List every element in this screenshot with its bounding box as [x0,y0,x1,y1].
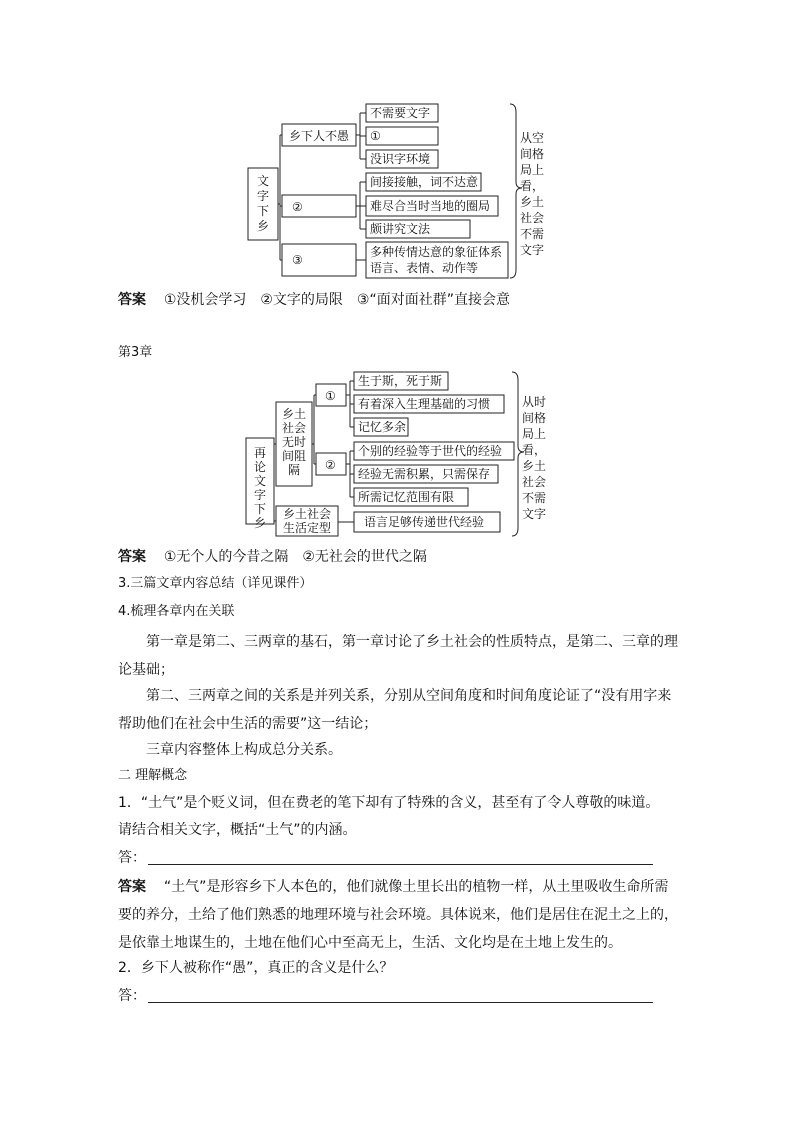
svg-text:①: ① [325,389,336,403]
svg-text:生于斯，死于斯: 生于斯，死于斯 [358,374,443,388]
group-label: ② [292,200,303,214]
conclusion-text [520,130,544,257]
answer-tag: 答案 [118,879,146,895]
svg-text:局上: 局上 [521,427,547,441]
answer-tag: 答案 [118,292,146,308]
paragraph-2: 第二、三两章之间的关系是并列关系，分别从空间角度和时间角度论证了“没有用字来帮助他们在社会中生活的需要”这一结论； [118,688,672,732]
svg-text:生活定型: 生活定型 [282,521,332,535]
answer-2 [118,547,427,567]
svg-text:看，: 看， [521,443,547,457]
svg-text:间格: 间格 [521,411,547,425]
svg-text:语言、表情、动作等: 语言、表情、动作等 [370,261,479,275]
root-label-2: 字 [256,189,270,203]
chapter-title: 第3章 [118,345,153,360]
svg-text:文字: 文字 [521,507,547,521]
conclusion-text [522,394,546,521]
svg-text:间阻: 间阻 [281,449,307,463]
svg-text:社会: 社会 [281,421,307,435]
answer-prefix: 答： [118,988,146,1004]
svg-text:①: ① [370,129,381,143]
question-1-line-1: 1．“土气”是个贬义词，但在费老的笔下却有了特殊的含义，甚至有了令人尊敬的味道。 [118,795,660,811]
answer-line-2[interactable] [148,1002,653,1003]
answer-text: ①无个人的今昔之隔 ②无社会的世代之隔 [163,549,427,565]
svg-text:无时: 无时 [281,435,307,449]
diagram-zailun-wenzi-xiaxiang [240,366,560,538]
answer-prefix: 答： [118,850,146,866]
part-2-heading: 二 理解概念 [118,768,188,783]
svg-text:不需要文字: 不需要文字 [370,106,431,120]
svg-text:记忆多余: 记忆多余 [358,420,407,434]
svg-text:颇讲究文法: 颇讲究文法 [370,222,431,236]
svg-text:乡土: 乡土 [281,407,307,421]
root-label-4: 乡 [256,219,270,233]
svg-text:乡土社会: 乡土社会 [282,507,332,521]
answer-1-explanation [118,873,678,957]
svg-text:局上: 局上 [519,163,545,177]
paragraph-1: 第一章是第二、三两章的基石，第一章讨论了乡土社会的性质特点，是第二、三章的理论基础； [118,634,678,678]
svg-text:再: 再 [253,446,267,460]
section-4-heading: 4.梳理各章内在关联 [118,604,235,619]
svg-text:没识字环境: 没识字环境 [370,152,431,166]
svg-text:论: 论 [253,460,267,474]
svg-text:个别的经验等于世代的经验: 个别的经验等于世代的经验 [358,444,503,458]
svg-text:社会: 社会 [519,211,545,225]
answer-1 [118,290,510,310]
section-3-heading: 3.三篇文章内容总结（详见课件） [118,576,313,591]
svg-text:字: 字 [253,488,267,502]
svg-text:乡: 乡 [253,516,267,530]
answer-text: ①没机会学习 ②文字的局限 ③“面对面社群”直接会意 [163,292,510,308]
svg-text:多种传情达意的象征体系: 多种传情达意的象征体系 [370,245,503,259]
svg-text:从空: 从空 [519,131,545,145]
svg-text:乡土: 乡土 [519,195,545,209]
svg-text:语言足够传递世代经验: 语言足够传递世代经验 [364,515,485,529]
svg-text:不需: 不需 [521,491,547,505]
root-label-1: 文 [256,174,270,188]
answer-text: “土气”是形容乡下人本色的，他们就像土里长出的植物一样，从土里吸收生命所需要的养分，土给了他们熟悉的地理环境与社会环境。具体说来，他们是居住在泥土之上的，是依靠土地谋生的，土地在他们心中至高无上，生活、文化均是在土地上发生的。 [118,879,678,951]
svg-text:文字: 文字 [519,243,545,257]
svg-text:难尽合当时当地的圈局: 难尽合当时当地的圈局 [370,199,491,213]
question-1-line-2: 请结合相关文字，概括“土气”的内涵。 [118,822,357,838]
svg-text:不需: 不需 [519,227,545,241]
svg-text:间接接触，词不达意: 间接接触，词不达意 [370,175,479,189]
svg-text:经验无需积累，只需保存: 经验无需积累，只需保存 [358,467,491,481]
answer-tag: 答案 [118,549,146,565]
svg-text:间格: 间格 [519,147,545,161]
svg-text:看，: 看， [519,179,545,193]
diagram-wenzi-xiaxiang [240,100,560,280]
svg-text:社会: 社会 [521,475,547,489]
svg-text:从时: 从时 [521,395,547,409]
svg-text:下: 下 [253,502,267,516]
svg-text:乡土: 乡土 [521,459,547,473]
svg-text:文: 文 [253,474,267,488]
question-2: 2．乡下人被称作“愚”，真正的含义是什么？ [118,960,394,976]
svg-text:有着深入生理基础的习惯: 有着深入生理基础的习惯 [358,397,491,411]
svg-text:隔: 隔 [287,463,301,477]
svg-text:所需记忆范围有限: 所需记忆范围有限 [358,490,455,504]
svg-text:②: ② [325,458,336,472]
group-label: ③ [292,253,303,267]
root-label-3: 下 [256,204,270,218]
paragraph-3: 三章内容整体上构成总分关系。 [146,742,342,758]
answer-line-1[interactable] [148,864,653,865]
group-label: 乡下人不愚 [288,129,350,143]
